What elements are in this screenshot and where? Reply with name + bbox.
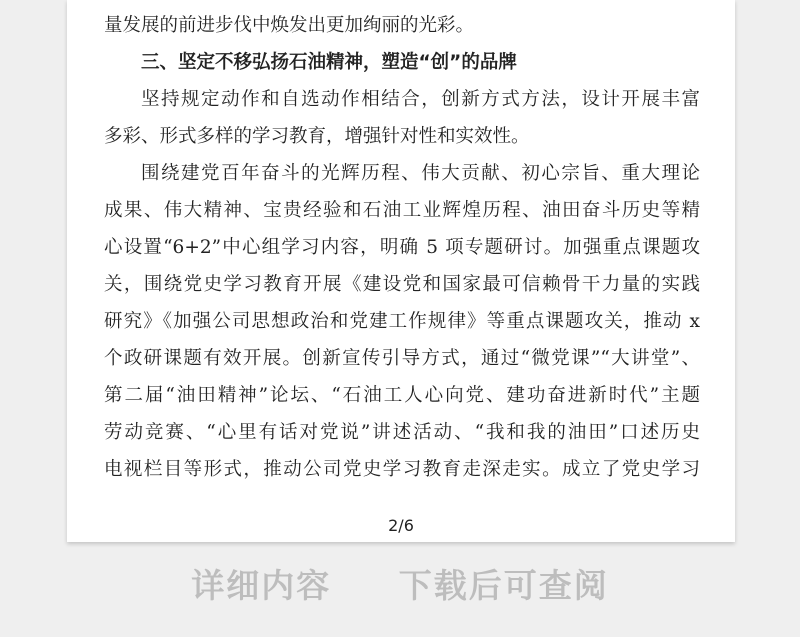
paragraph-line: 电视栏目等形式，推动公司党史学习教育走深走实。成立了党史学习 bbox=[104, 459, 700, 480]
paragraph-line: 坚持规定动作和自选动作相结合，创新方式方法，设计开展丰富 bbox=[141, 89, 700, 110]
download-prompt[interactable] bbox=[0, 560, 800, 610]
page-number: 2/6 bbox=[388, 516, 414, 535]
paragraph-line: 量发展的前进步伐中焕发出更加绚丽的光彩。 bbox=[104, 15, 475, 36]
paragraph-line: 第二届“油田精神”论坛、“石油工人心向党、建功奋进新时代”主题 bbox=[104, 385, 700, 406]
paragraph-line: 劳动竞赛、“心里有话对党说”讲述活动、“我和我的油田”口述历史 bbox=[104, 422, 700, 443]
section-heading: 三、坚定不移弘扬石油精神，塑造“创”的品牌 bbox=[141, 52, 517, 73]
paragraph-line: 多彩、形式多样的学习教育，增强针对性和实效性。 bbox=[104, 126, 530, 147]
download-label[interactable]: 下载后可查阅 bbox=[398, 566, 609, 605]
document-body bbox=[104, 7, 700, 488]
paragraph-line: 关，围绕党史学习教育开展《建设党和国家最可信赖骨干力量的实践 bbox=[104, 274, 700, 295]
paragraph-line: 围绕建党百年奋斗的光辉历程、伟大贡献、初心宗旨、重大理论 bbox=[141, 163, 700, 184]
paragraph-line: 个政研课题有效开展。创新宣传引导方式，通过“微党课”“大讲堂”、 bbox=[104, 348, 700, 369]
document-page bbox=[67, 0, 735, 542]
details-label[interactable]: 详细内容 bbox=[191, 566, 332, 605]
paragraph-line: 研究》《加强公司思想政治和党建工作规律》等重点课题攻关，推动 x bbox=[104, 311, 700, 332]
paragraph-line: 成果、伟大精神、宝贵经验和石油工业辉煌历程、油田奋斗历史等精 bbox=[104, 200, 700, 221]
paragraph-line: 心设置“6+2”中心组学习内容，明确 5 项专题研讨。加强重点课题攻 bbox=[104, 237, 700, 258]
